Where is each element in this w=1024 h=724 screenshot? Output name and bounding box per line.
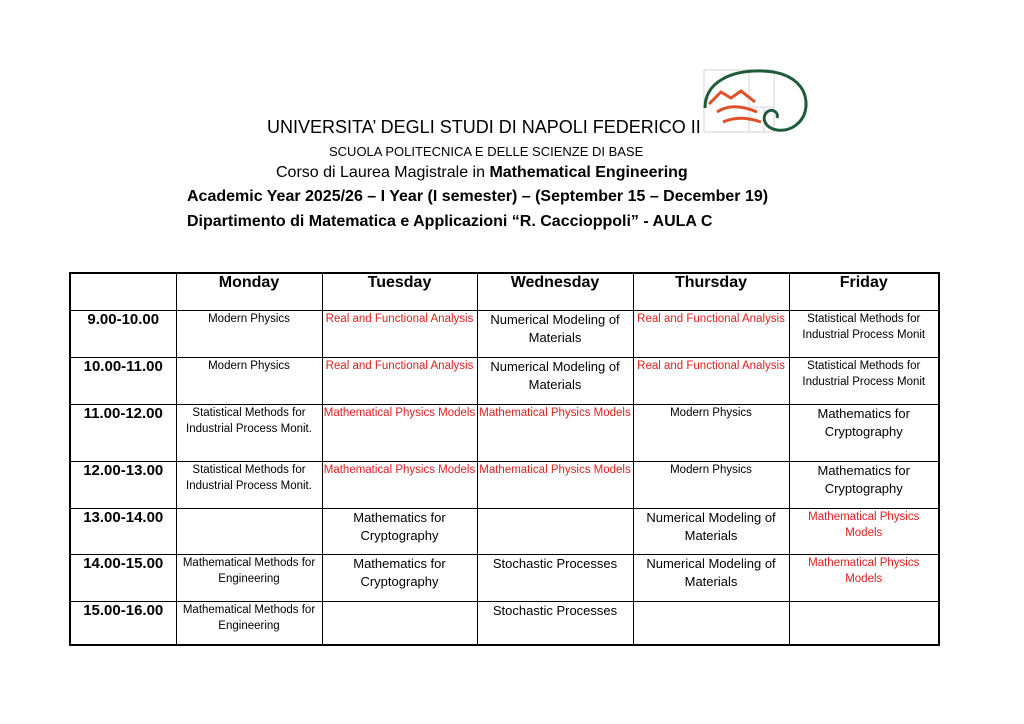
course-cell-friday bbox=[789, 311, 939, 358]
course-name: Stochastic Processes bbox=[492, 603, 618, 618]
school-name: SCUOLA POLITECNICA E DELLE SCIENZE DI BASE bbox=[329, 144, 644, 159]
course-cell-monday bbox=[176, 311, 322, 358]
course-name: Mathematical Physics Models bbox=[323, 464, 476, 476]
day-friday: Friday bbox=[789, 273, 939, 311]
course-name: Mathematical Methods for Engineering bbox=[182, 604, 316, 632]
course-cell-friday bbox=[789, 555, 939, 602]
course-name: Mathematics for Cryptography bbox=[353, 556, 446, 589]
course-name: Modern Physics bbox=[670, 407, 752, 419]
course-name: Statistical Methods for Industrial Process Monit bbox=[802, 360, 926, 388]
course-cell-friday bbox=[789, 462, 939, 509]
course-cell-thursday bbox=[633, 462, 789, 509]
course-name: Statistical Methods for Industrial Process Monit. bbox=[186, 464, 312, 492]
time-slot: 14.00-15.00 bbox=[70, 555, 176, 602]
course-cell-monday bbox=[176, 602, 322, 646]
course-cell-thursday bbox=[633, 602, 789, 646]
course-cell-friday bbox=[789, 358, 939, 405]
course-cell-tuesday bbox=[322, 555, 477, 602]
course-cell-monday bbox=[176, 462, 322, 509]
time-slot: 10.00-11.00 bbox=[70, 358, 176, 405]
time-slot: 9.00-10.00 bbox=[70, 311, 176, 358]
timetable-row bbox=[70, 602, 939, 646]
day-wednesday: Wednesday bbox=[477, 273, 633, 311]
course-name: Numerical Modeling of Materials bbox=[646, 556, 776, 589]
course-name: Modern Physics bbox=[208, 360, 290, 372]
course-cell-friday bbox=[789, 509, 939, 555]
course-name: Modern Physics bbox=[208, 313, 290, 325]
course-name: Mathematics for Cryptography bbox=[817, 463, 910, 496]
course-name: Statistical Methods for Industrial Process Monit. bbox=[186, 407, 312, 435]
corner-cell bbox=[70, 273, 176, 311]
course-cell-tuesday bbox=[322, 602, 477, 646]
course-cell-wednesday bbox=[477, 311, 633, 358]
timetable bbox=[69, 272, 940, 646]
course-name: Statistical Methods for Industrial Process Monit bbox=[802, 313, 926, 341]
day-tuesday: Tuesday bbox=[322, 273, 477, 311]
course-cell-wednesday bbox=[477, 462, 633, 509]
course-cell-tuesday bbox=[322, 358, 477, 405]
course-name: Mathematics for Cryptography bbox=[817, 406, 910, 439]
course-name: Mathematical Methods for Engineering bbox=[182, 557, 316, 585]
course-cell-tuesday bbox=[322, 462, 477, 509]
course-cell-thursday bbox=[633, 405, 789, 462]
timetable-row bbox=[70, 358, 939, 405]
course-name: Mathematical Physics Models bbox=[808, 511, 920, 539]
course-title bbox=[276, 164, 688, 182]
header-row bbox=[70, 273, 939, 311]
course-cell-tuesday bbox=[322, 311, 477, 358]
course-cell-thursday bbox=[633, 509, 789, 555]
course-cell-wednesday bbox=[477, 405, 633, 462]
department-room: Dipartimento di Matematica e Applicazioni “R. Caccioppoli” - AULA C bbox=[187, 213, 713, 230]
time-slot: 11.00-12.00 bbox=[70, 405, 176, 462]
course-cell-wednesday bbox=[477, 602, 633, 646]
course-cell-monday bbox=[176, 509, 322, 555]
course-prefix: Corso di Laurea Magistrale in bbox=[276, 164, 490, 181]
course-name: Mathematics for Cryptography bbox=[353, 510, 446, 543]
timetable-row bbox=[70, 462, 939, 509]
course-cell-wednesday bbox=[477, 358, 633, 405]
course-name: Mathematical Physics Models bbox=[323, 407, 476, 419]
course-cell-monday bbox=[176, 358, 322, 405]
course-name: Real and Functional Analysis bbox=[637, 313, 785, 325]
university-logo bbox=[703, 68, 808, 133]
course-cell-thursday bbox=[633, 311, 789, 358]
university-title: UNIVERSITA’ DEGLI STUDI DI NAPOLI FEDERICO II bbox=[267, 117, 701, 137]
course-cell-thursday bbox=[633, 555, 789, 602]
course-name: Real and Functional Analysis bbox=[325, 313, 474, 325]
time-slot: 12.00-13.00 bbox=[70, 462, 176, 509]
course-name: Numerical Modeling of Materials bbox=[646, 510, 776, 543]
academic-year: Academic Year 2025/26 – I Year (I semester) – (September 15 – December 19) bbox=[187, 188, 769, 205]
course-name: Mathematical Engineering bbox=[489, 164, 688, 181]
course-cell-friday bbox=[789, 405, 939, 462]
course-name: Numerical Modeling of Materials bbox=[490, 359, 620, 392]
course-name: Real and Functional Analysis bbox=[637, 360, 785, 372]
course-name: Mathematical Physics Models bbox=[479, 407, 631, 419]
course-name: Numerical Modeling of Materials bbox=[490, 312, 620, 345]
course-name: Stochastic Processes bbox=[492, 556, 618, 571]
course-cell-friday bbox=[789, 602, 939, 646]
course-cell-tuesday bbox=[322, 405, 477, 462]
timetable-row bbox=[70, 311, 939, 358]
day-monday: Monday bbox=[176, 273, 322, 311]
course-cell-wednesday bbox=[477, 509, 633, 555]
course-name: Mathematical Physics Models bbox=[479, 464, 631, 476]
course-name: Real and Functional Analysis bbox=[325, 360, 474, 372]
course-name: Modern Physics bbox=[670, 464, 752, 476]
timetable-row bbox=[70, 555, 939, 602]
timetable-row bbox=[70, 405, 939, 462]
day-thursday: Thursday bbox=[633, 273, 789, 311]
course-cell-thursday bbox=[633, 358, 789, 405]
course-cell-monday bbox=[176, 405, 322, 462]
time-slot: 15.00-16.00 bbox=[70, 602, 176, 646]
course-name: Mathematical Physics Models bbox=[808, 557, 920, 585]
course-cell-monday bbox=[176, 555, 322, 602]
course-cell-tuesday bbox=[322, 509, 477, 555]
time-slot: 13.00-14.00 bbox=[70, 509, 176, 555]
timetable-row bbox=[70, 509, 939, 555]
course-cell-wednesday bbox=[477, 555, 633, 602]
